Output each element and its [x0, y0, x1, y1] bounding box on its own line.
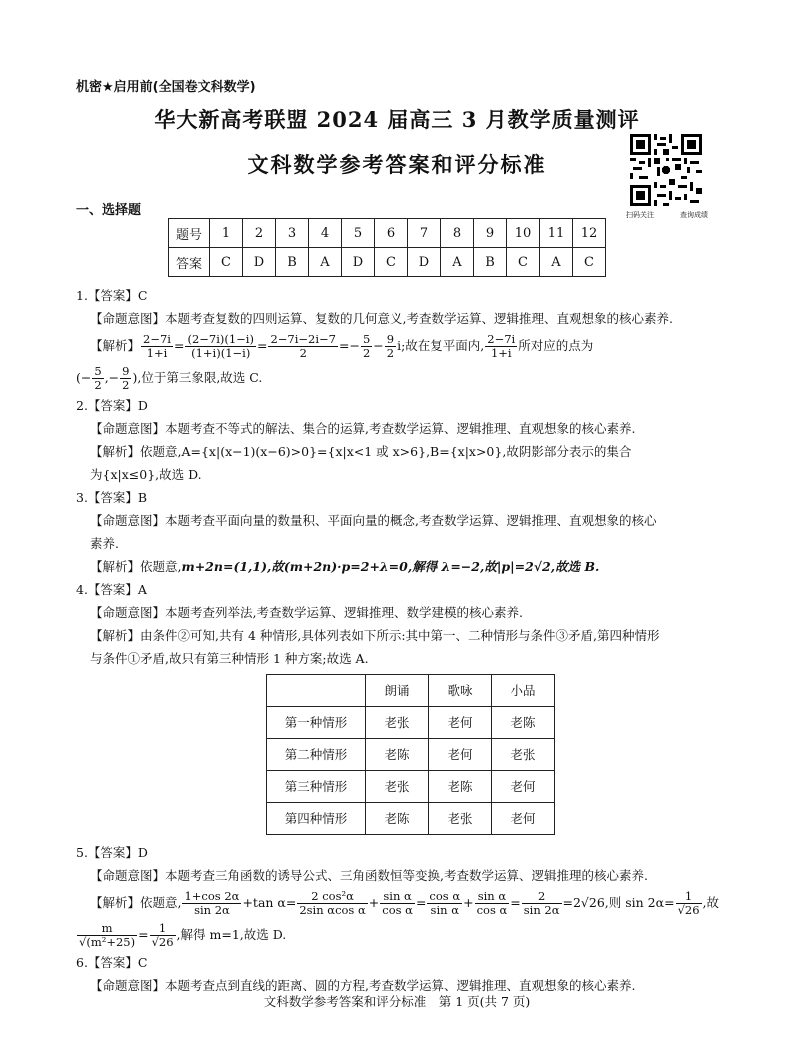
q5-answer: 5.【答案】D	[76, 845, 148, 860]
table-cell: C	[210, 248, 243, 277]
fraction: $\frac{\text{2 cos²α}}{\text{2sin αcos α}}$	[299, 889, 366, 917]
table-cell: 11	[540, 219, 573, 248]
table-cell: 老张	[366, 707, 429, 739]
analysis-label: 【解析】	[90, 338, 141, 353]
table-row	[267, 675, 555, 707]
q2-analysis-cont: 为{x|x≤0},故选 D.	[90, 467, 202, 482]
table-header-cell: 朗诵	[366, 675, 429, 707]
table-cell: 12	[573, 219, 606, 248]
table-row	[169, 219, 606, 248]
table-header-cell: 答案	[169, 248, 210, 277]
table-cell: 10	[507, 219, 540, 248]
solutions	[76, 284, 722, 997]
fraction: $\frac{1+\cos 2\alpha}{\sin 2\alpha}$	[184, 889, 240, 917]
table-cell: 老何	[492, 771, 555, 803]
table-cell: D	[408, 248, 441, 277]
table-cell: 2	[243, 219, 276, 248]
q6-answer: 6.【答案】C	[76, 955, 148, 970]
table-cell: C	[507, 248, 540, 277]
table-cell: 老陈	[492, 707, 555, 739]
table-cell: B	[276, 248, 309, 277]
table-cell: 老何	[429, 739, 492, 771]
fraction: $\frac{2-7i}{1+i}$	[143, 332, 171, 360]
q3-answer: 3.【答案】B	[76, 490, 148, 505]
table-cell: B	[474, 248, 507, 277]
table-cell: 老陈	[366, 739, 429, 771]
q1-answer: 1.【答案】C	[76, 288, 148, 303]
fraction: $\frac{5}{2}$	[362, 332, 371, 360]
table-row	[267, 803, 555, 835]
table-row	[267, 707, 555, 739]
q2-intent: 【命题意图】本题考查不等式的解法、集合的运算,考查数学运算、逻辑推理、直观想象的核心素养.	[90, 421, 636, 436]
table-cell: 老张	[429, 803, 492, 835]
q5-analysis: 【解析】依题意, $\frac{1+\cos 2\alpha}{\sin 2\alpha}$ +tan α= $\frac{\text{2 cos²α}}{\text{2sin αcos α}}$ + $\frac{\text{sin α}}{\text{cos α}}$ = $\frac{\text{cos α}}{\text{sin α}}$ + $\frac{\text{sin α}}{\text{cos α}}$ = $\frac{2}{\sin 2\alpha}$ =2√26,则 sin 2α= $\frac{1}{√26}$ ,故	[90, 889, 720, 917]
qr-caption	[626, 210, 708, 220]
fraction: $\frac{9}{2}$	[122, 364, 130, 392]
q4-analysis-cont: 与条件①矛盾,故只有第三种情形 1 种方案;故选 A.	[90, 651, 369, 666]
table-cell: 第三种情形	[267, 771, 366, 803]
q5-analysis-cont: $\frac{m}{\text{√(m²+25)}}$ = $\frac{1}{√26}$ ,解得 m=1,故选 D.	[79, 921, 287, 949]
table-cell: 5	[342, 219, 375, 248]
page-subtitle: 文科数学参考答案和评分标准	[247, 153, 547, 177]
table-cell: A	[540, 248, 573, 277]
table-cell: 第二种情形	[267, 739, 366, 771]
fraction: $\frac{2-7i-2i-7}{2}$	[270, 332, 336, 360]
page-title: 华大新高考联盟 2024 届高三 3 月教学质量测评	[154, 107, 640, 132]
plan-table	[266, 674, 555, 835]
table-cell: 8	[441, 219, 474, 248]
table-row	[267, 771, 555, 803]
q1-analysis-cont: (− $\frac{5}{2}$ ,− $\frac{9}{2}$ ),位于第三象限,故选 C.	[76, 364, 263, 392]
table-cell: 老陈	[429, 771, 492, 803]
fraction: $\frac{2-7i}{1+i}$	[487, 332, 516, 360]
table-cell: D	[342, 248, 375, 277]
table-cell: 老张	[366, 771, 429, 803]
q3-intent: 【命题意图】本题考查平面向量的数量积、平面向量的概念,考查数学运算、逻辑推理、直观想象的核心	[90, 513, 657, 528]
q1-analysis: 【解析】 $\frac{2-7i}{1+i}$ = $\frac{(2-7i)(1-i)}{(1+i)(1-i)}$ = $\frac{2-7i-2i-7}{2}$ =− $\frac{5}{2}$ − $\frac{9}{2}$ i;故在复平面内, $\frac{2-7i}{1+i}$ 所对应的点为	[90, 332, 594, 360]
fraction: $\frac{\text{cos α}}{\text{sin α}}$	[429, 889, 461, 917]
table-cell: D	[243, 248, 276, 277]
fraction: $\frac{1}{√26}$	[151, 921, 174, 949]
fraction: $\frac{\text{sin α}}{\text{cos α}}$	[476, 889, 508, 917]
answer-table	[168, 218, 606, 277]
table-cell: A	[441, 248, 474, 277]
q2-analysis: 【解析】依题意,A={x|(x−1)(x−6)>0}={x|x<1 或 x>6},B={x|x>0},故阴影部分表示的集合	[90, 444, 632, 459]
q6-intent: 【命题意图】本题考查点到直线的距离、圆的方程,考查数学运算、逻辑推理、直观想象的核心素养.	[90, 978, 636, 993]
confidential-label: 机密★启用前(全国卷文科数学)	[76, 80, 256, 95]
table-cell: 9	[474, 219, 507, 248]
table-row	[169, 248, 606, 277]
fraction: $\frac{(2-7i)(1-i)}{(1+i)(1-i)}$	[187, 332, 254, 360]
table-cell: C	[573, 248, 606, 277]
table-cell: 第一种情形	[267, 707, 366, 739]
section-heading: 一、选择题	[76, 203, 142, 218]
qr-caption-left: 扫码关注	[626, 211, 654, 219]
fraction: $\frac{m}{\text{√(m²+25)}}$	[79, 921, 136, 949]
q4-intent: 【命题意图】本题考查列举法,考查数学运算、逻辑推理、数学建模的核心素养.	[90, 605, 523, 620]
q3-intent-cont: 素养.	[90, 536, 119, 551]
qr-code-icon	[630, 134, 702, 206]
q4-analysis: 【解析】由条件②可知,共有 4 种情形,具体列表如下所示:其中第一、二种情形与条件③矛盾,第四种情形	[90, 628, 660, 643]
q5-intent: 【命题意图】本题考查三角函数的诱导公式、三角函数恒等变换,考查数学运算、逻辑推理的核心素养.	[90, 868, 648, 883]
table-cell: C	[375, 248, 408, 277]
fraction: $\frac{2}{\sin 2\alpha}$	[523, 889, 560, 917]
table-header-cell: 小品	[492, 675, 555, 707]
fraction: $\frac{\text{sin α}}{\text{cos α}}$	[382, 889, 413, 917]
q3-analysis: 【解析】依题意,m+2n=(1,1),故(m+2n)·p=2+λ=0,解得 λ=−2,故|p|=2√2,故选 B.	[90, 559, 600, 574]
table-cell: A	[309, 248, 342, 277]
table-cell: 老何	[492, 803, 555, 835]
table-cell: 7	[408, 219, 441, 248]
table-cell: 老张	[492, 739, 555, 771]
table-cell: 6	[375, 219, 408, 248]
table-header-cell: 歌咏	[429, 675, 492, 707]
table-header-cell: 题号	[169, 219, 210, 248]
q1-intent: 【命题意图】本题考查复数的四则运算、复数的几何意义,考查数学运算、逻辑推理、直观想象的核心素养.	[90, 311, 673, 326]
table-cell: 1	[210, 219, 243, 248]
fraction: $\frac{9}{2}$	[386, 332, 395, 360]
qr-caption-right: 查询成绩	[680, 211, 708, 219]
page-footer: 文科数学参考答案和评分标准 第 1 页(共 7 页)	[263, 994, 531, 1009]
table-cell: 老何	[429, 707, 492, 739]
fraction: $\frac{1}{√26}$	[677, 889, 700, 917]
q2-answer: 2.【答案】D	[76, 398, 148, 413]
q4-answer: 4.【答案】A	[76, 582, 147, 597]
table-cell: 3	[276, 219, 309, 248]
table-cell: 4	[309, 219, 342, 248]
table-cell: 第四种情形	[267, 803, 366, 835]
fraction: $\frac{5}{2}$	[94, 364, 102, 392]
table-cell: 老陈	[366, 803, 429, 835]
table-row	[267, 739, 555, 771]
table-header-cell	[267, 675, 366, 707]
